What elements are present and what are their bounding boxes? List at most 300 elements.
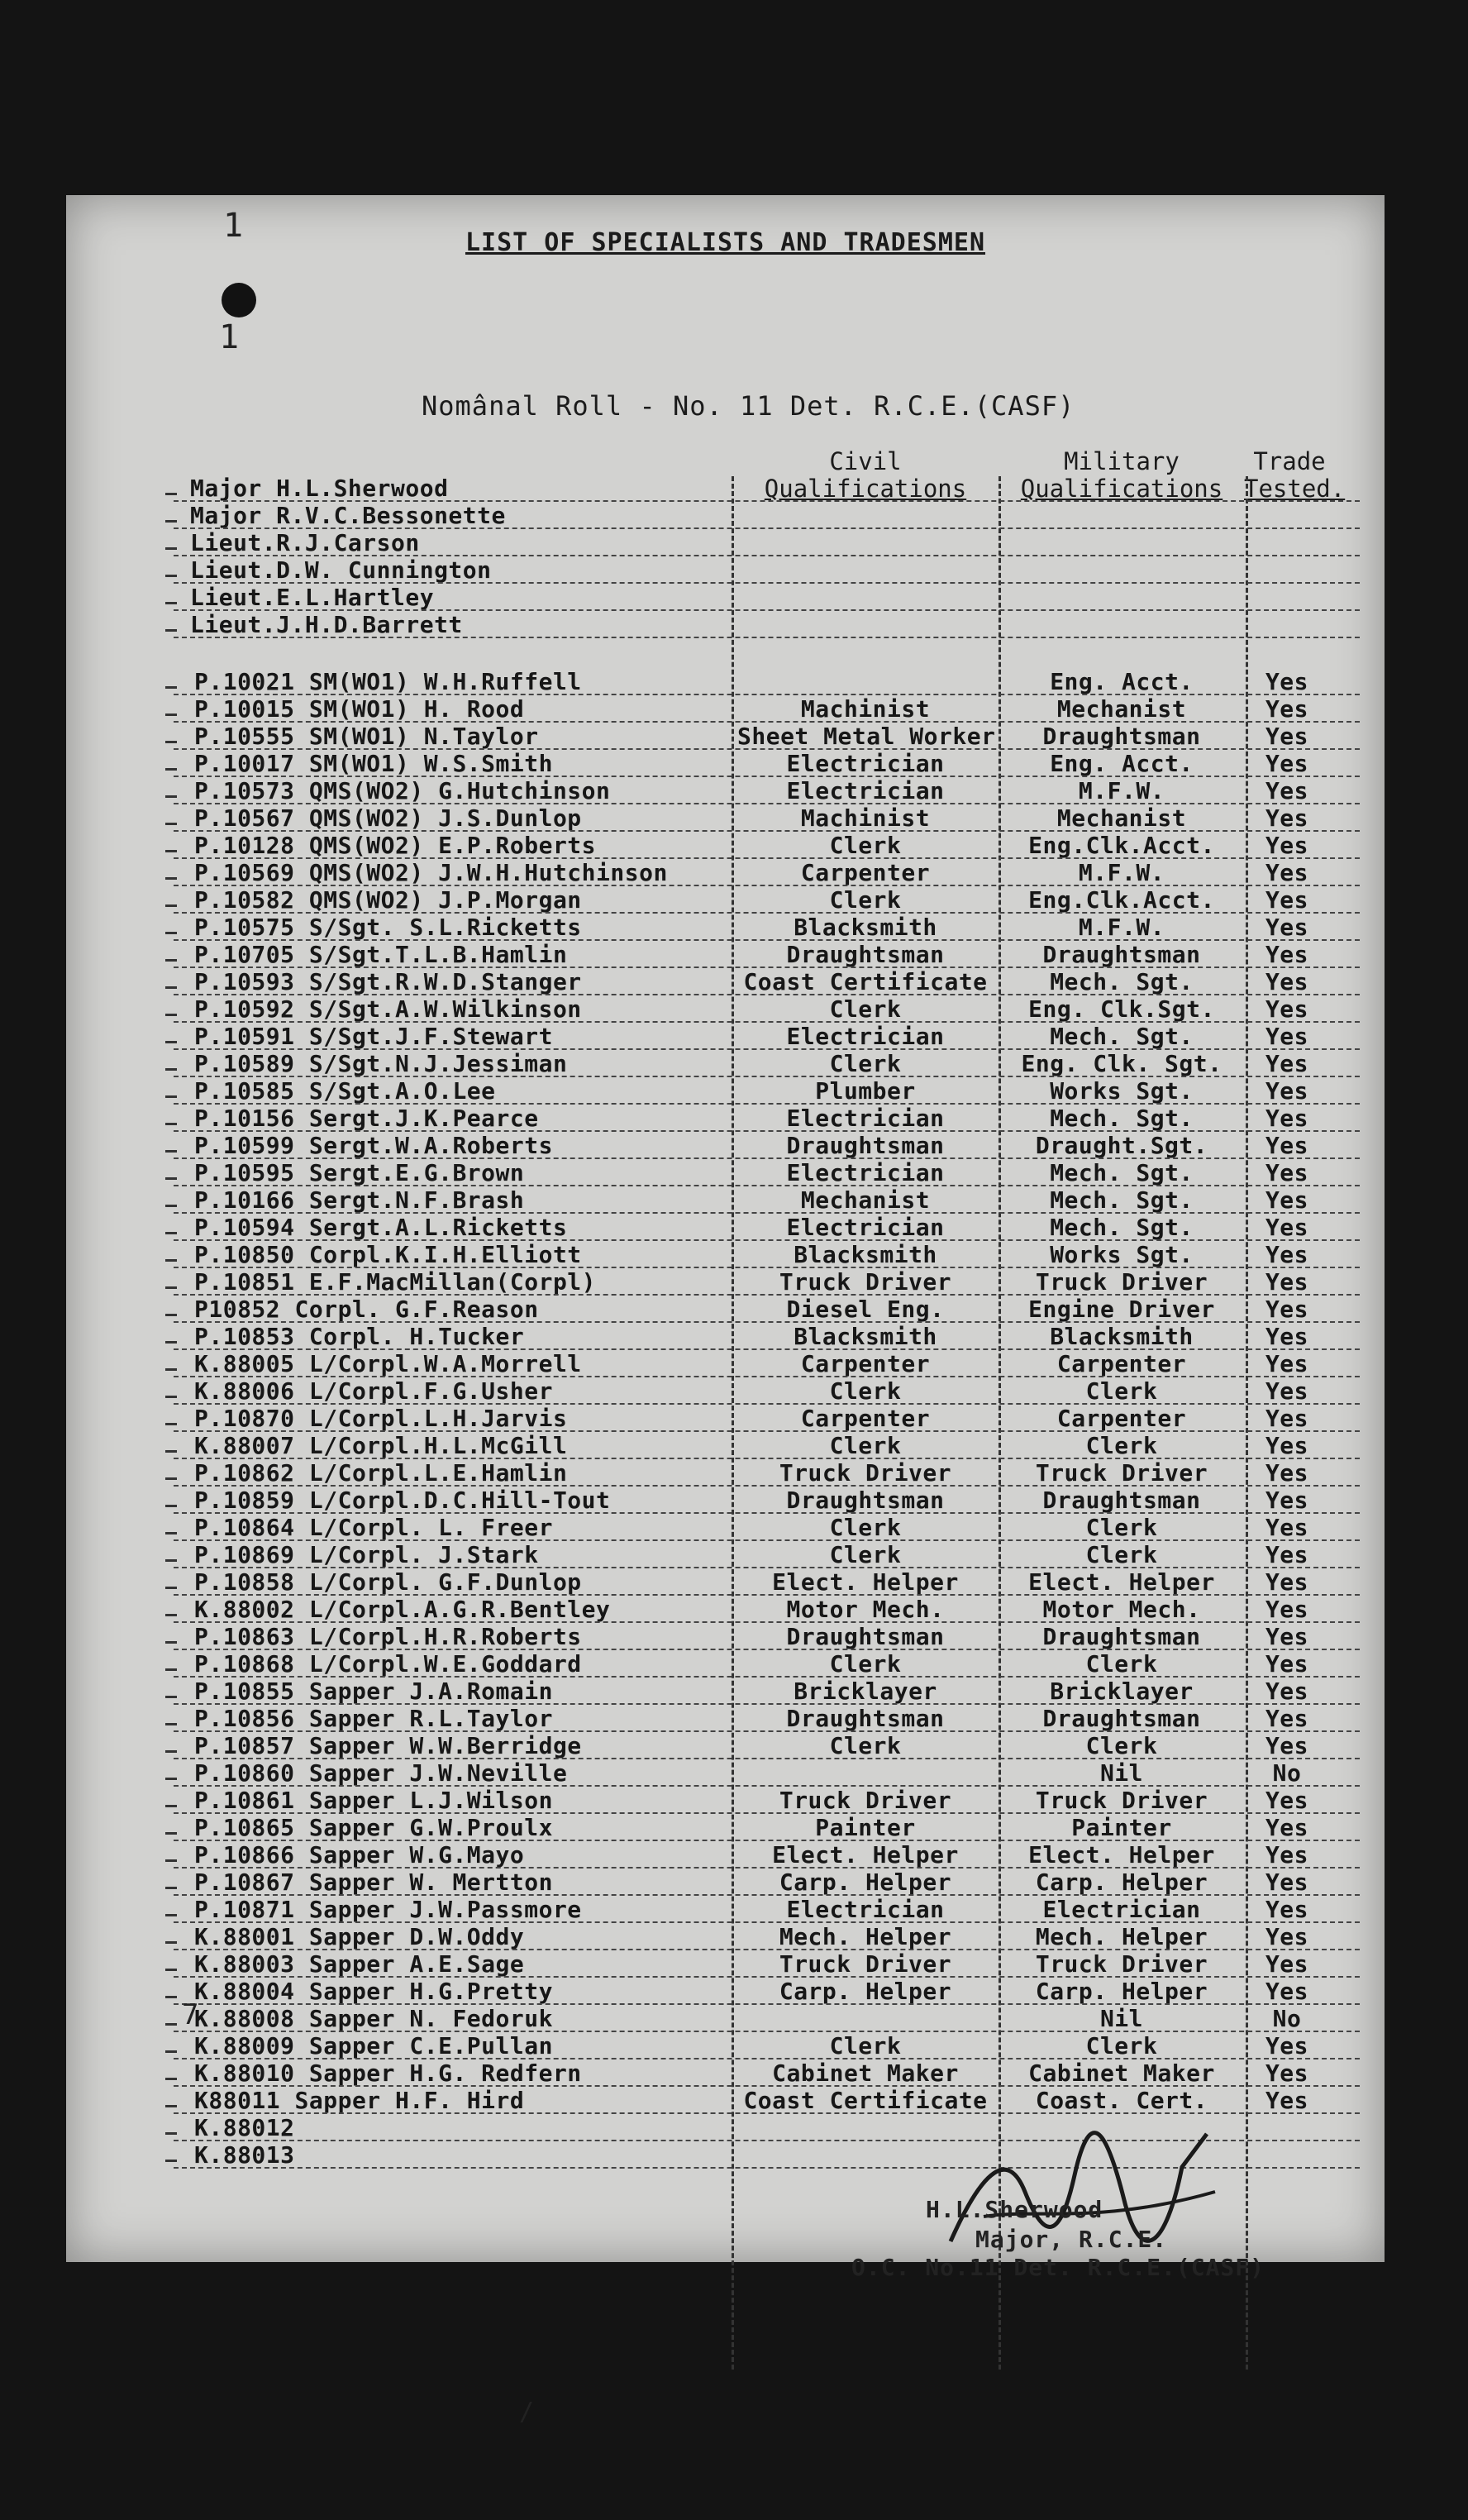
civil-qualification: Clerk	[829, 1050, 902, 1077]
military-qualification: M.F.W.	[1078, 859, 1165, 886]
rank-and-name: L/Corpl.L.E.Hamlin	[308, 1459, 568, 1487]
trade-tested: Yes	[1265, 2059, 1309, 2087]
service-no-rank-name	[194, 1541, 539, 1568]
rank-and-name: S/Sgt.N.J.Jessiman	[308, 1050, 568, 1077]
row-bullet-dash	[165, 1477, 177, 1480]
row-bullet-dash	[165, 1696, 177, 1698]
row-bullet-dash	[165, 741, 177, 743]
service-number: P.10864	[194, 1514, 295, 1541]
civil-qualification: Carpenter	[800, 1405, 931, 1432]
civil-qualification: Bricklayer	[794, 1678, 937, 1705]
service-no-rank-name	[194, 2114, 295, 2141]
row-bullet-dash	[165, 1068, 177, 1071]
civil-qualification: Clerk	[829, 1432, 902, 1459]
civil-qualification: Painter	[815, 1814, 916, 1841]
spacer	[295, 1705, 309, 1732]
trade-tested: Yes	[1265, 1241, 1309, 1268]
military-qualification: Elect. Helper	[1028, 1568, 1215, 1596]
service-no-rank-name	[194, 1732, 582, 1759]
military-qualification: Electrician	[1042, 1896, 1201, 1923]
table-row	[66, 941, 1385, 968]
service-no-rank-name	[194, 1050, 567, 1077]
row-bullet-dash	[165, 2160, 177, 2162]
rank-and-name: L/Corpl. G.F.Dunlop	[308, 1568, 582, 1596]
service-number: P.10860	[194, 1759, 295, 1787]
service-number: P.10868	[194, 1650, 295, 1678]
service-number: P.10021	[194, 668, 295, 695]
rank-and-name: L/Corpl.W.E.Goddard	[308, 1650, 582, 1678]
military-qualification: Mech. Helper	[1035, 1923, 1208, 1950]
trade-tested: Yes	[1265, 1814, 1309, 1841]
rank-and-name: S/Sgt.A.W.Wilkinson	[308, 995, 582, 1023]
table-row	[66, 1241, 1385, 1268]
civil-qualification: Electrician	[786, 750, 945, 777]
civil-qualification: Clerk	[829, 2032, 902, 2059]
civil-qualification: Clerk	[829, 1514, 902, 1541]
civil-qualification: Clerk	[829, 1650, 902, 1678]
civil-qualification: Truck Driver	[779, 1950, 952, 1978]
table-row	[66, 1132, 1385, 1159]
spacer	[295, 1350, 309, 1377]
service-no-rank-name	[194, 1159, 524, 1186]
civil-qualification: Draughtsman	[786, 1487, 945, 1514]
trade-tested: Yes	[1265, 1541, 1309, 1568]
rank-and-name: Lieut.E.L.Hartley	[190, 584, 435, 611]
trade-tested: Yes	[1265, 1869, 1309, 1896]
spacer	[295, 1623, 309, 1650]
spacer	[295, 1023, 309, 1050]
row-bullet-dash	[165, 1805, 177, 1807]
service-number: P.10015	[194, 695, 295, 723]
military-qualification: M.F.W.	[1078, 914, 1165, 941]
table-row	[66, 1950, 1385, 1978]
row-bullet-dash	[165, 1123, 177, 1125]
table-row	[66, 1077, 1385, 1105]
military-qualification: Carp. Helper	[1035, 1869, 1208, 1896]
row-bullet-dash	[165, 1259, 177, 1262]
table-row	[66, 1296, 1385, 1323]
trade-tested: Yes	[1265, 1050, 1309, 1077]
military-qualification: Draughtsman	[1042, 723, 1201, 750]
service-no-rank-name	[194, 1896, 582, 1923]
military-qualification: Carpenter	[1056, 1350, 1187, 1377]
service-no-rank-name	[190, 529, 420, 556]
document-sheet	[66, 195, 1385, 2281]
spacer	[295, 1105, 309, 1132]
service-no-rank-name	[194, 886, 582, 914]
spacer	[295, 1050, 309, 1077]
rank-and-name: L/Corpl. J.Stark	[308, 1541, 539, 1568]
rank-and-name: SM(WO1) H. Rood	[308, 695, 525, 723]
service-no-rank-name	[194, 941, 567, 968]
trade-tested: Yes	[1265, 859, 1309, 886]
service-no-rank-name	[194, 1923, 524, 1950]
rank-and-name: Sergt.E.G.Brown	[308, 1159, 525, 1186]
spacer	[295, 859, 309, 886]
rank-and-name: Sapper C.E.Pullan	[308, 2032, 553, 2059]
trade-tested: Yes	[1265, 1896, 1309, 1923]
table-row	[66, 668, 1385, 695]
civil-qualification: Draughtsman	[786, 1132, 945, 1159]
table-row	[66, 1214, 1385, 1241]
rank-and-name: Sergt.A.L.Ricketts	[308, 1214, 568, 1241]
rank-and-name: S/Sgt.A.O.Lee	[308, 1077, 496, 1105]
table-row	[66, 1896, 1385, 1923]
military-qualification: Mech. Sgt.	[1050, 968, 1194, 995]
row-bullet-dash	[165, 2050, 177, 2053]
trade-tested: Yes	[1265, 777, 1309, 804]
margin-mark-top: 1	[223, 207, 244, 245]
civil-qualification: Draughtsman	[786, 941, 945, 968]
table-row	[66, 475, 1385, 502]
military-qualification: Works Sgt.	[1050, 1077, 1194, 1105]
rank-and-name: Sapper L.J.Wilson	[308, 1787, 553, 1814]
table-row	[66, 529, 1385, 556]
table-row	[66, 1350, 1385, 1377]
row-bullet-dash	[165, 714, 177, 716]
service-number: K.88009	[194, 2032, 295, 2059]
military-qualification: Eng. Clk.Sgt.	[1028, 995, 1215, 1023]
service-number: K.88002	[194, 1596, 295, 1623]
trade-tested: Yes	[1265, 1268, 1309, 1296]
civil-qualification: Truck Driver	[779, 1268, 952, 1296]
row-bullet-dash	[165, 1778, 177, 1780]
table-row	[66, 1432, 1385, 1459]
row-bullet-dash	[165, 547, 177, 550]
table-row	[66, 723, 1385, 750]
rank-and-name: L/Corpl.F.G.Usher	[308, 1377, 553, 1405]
military-qualification: Carp. Helper	[1035, 1978, 1208, 2005]
table-row	[66, 1869, 1385, 1896]
rank-and-name: Major R.V.C.Bessonette	[190, 502, 506, 529]
service-number: P.10857	[194, 1732, 295, 1759]
row-bullet-dash	[165, 686, 177, 689]
spacer	[295, 1323, 309, 1350]
spacer	[295, 1978, 309, 2005]
rank-and-name: SM(WO1) N.Taylor	[308, 723, 539, 750]
service-no-rank-name	[194, 777, 610, 804]
service-no-rank-name	[194, 2087, 524, 2114]
rank-and-name: Sapper D.W.Oddy	[308, 1923, 525, 1950]
service-number: P.10585	[194, 1077, 295, 1105]
service-number: P.10017	[194, 750, 295, 777]
rank-and-name: Sergt.J.K.Pearce	[308, 1105, 539, 1132]
trade-tested: Yes	[1265, 1787, 1309, 1814]
trade-tested: Yes	[1265, 1568, 1309, 1596]
trade-tested: Yes	[1265, 1950, 1309, 1978]
trade-tested: No	[1272, 2005, 1302, 2032]
civil-qualification: Electrician	[786, 1214, 945, 1241]
service-number: P.10850	[194, 1241, 295, 1268]
spacer	[295, 723, 309, 750]
rank-and-name: Corpl.K.I.H.Elliott	[308, 1241, 582, 1268]
service-number: P.10575	[194, 914, 295, 941]
rank-and-name: Sapper H.G. Redfern	[308, 2059, 582, 2087]
rank-and-name: S/Sgt.R.W.D.Stanger	[308, 968, 582, 995]
trade-tested: Yes	[1265, 1350, 1309, 1377]
rank-and-name: Sapper N. Fedoruk	[308, 2005, 553, 2032]
table-row	[66, 611, 1385, 638]
civil-qualification: Blacksmith	[794, 1241, 937, 1268]
trade-tested: Yes	[1265, 1841, 1309, 1869]
service-number: K.88013	[194, 2141, 295, 2169]
civil-qualification: Motor Mech.	[786, 1596, 945, 1623]
civil-qualification: Electrician	[786, 1105, 945, 1132]
civil-qualification: Blacksmith	[794, 1323, 937, 1350]
trade-tested: Yes	[1265, 914, 1309, 941]
civil-qualification: Elect. Helper	[772, 1841, 959, 1869]
military-qualification: Eng. Acct.	[1050, 750, 1194, 777]
spacer	[295, 914, 309, 941]
service-number: P.10861	[194, 1787, 295, 1814]
spacer	[295, 1432, 309, 1459]
table-row	[66, 832, 1385, 859]
rank-and-name: L/Corpl. L. Freer	[308, 1514, 553, 1541]
table-row	[66, 914, 1385, 941]
military-qualification: Mechanist	[1056, 695, 1187, 723]
civil-qualification: Carpenter	[800, 1350, 931, 1377]
row-bullet-dash	[165, 1205, 177, 1207]
row-bullet-dash	[165, 823, 177, 825]
service-no-rank-name	[194, 1405, 567, 1432]
trade-tested: Yes	[1265, 1514, 1309, 1541]
rank-and-name: Corpl. G.F.Reason	[294, 1296, 539, 1323]
spacer	[295, 1732, 309, 1759]
service-number: P.10870	[194, 1405, 295, 1432]
civil-qualification: Mech. Helper	[779, 1923, 952, 1950]
trade-tested: Yes	[1265, 1923, 1309, 1950]
rank-and-name: Sapper J.W.Passmore	[308, 1896, 582, 1923]
military-qualification: Eng. Clk. Sgt.	[1021, 1050, 1223, 1077]
military-qualification: Eng.Clk.Acct.	[1028, 886, 1215, 914]
table-row	[66, 2032, 1385, 2059]
table-row	[66, 1814, 1385, 1841]
service-no-rank-name	[194, 1459, 567, 1487]
table-row	[66, 1678, 1385, 1705]
service-no-rank-name	[194, 859, 668, 886]
row-bullet-dash	[165, 877, 177, 880]
service-no-rank-name	[194, 1705, 553, 1732]
table-row	[66, 1050, 1385, 1077]
rank-and-name: E.F.MacMillan(Corpl)	[308, 1268, 597, 1296]
military-qualification: Bricklayer	[1050, 1678, 1194, 1705]
row-bullet-dash	[165, 1014, 177, 1016]
service-no-rank-name	[194, 1077, 496, 1105]
military-qualification: Engine Driver	[1028, 1296, 1215, 1323]
service-number: P.10705	[194, 941, 295, 968]
service-number: P.10869	[194, 1541, 295, 1568]
spacer	[295, 1787, 309, 1814]
table-row	[66, 886, 1385, 914]
service-no-rank-name	[194, 804, 582, 832]
table-row	[66, 1405, 1385, 1432]
row-bullet-dash	[165, 1232, 177, 1234]
table-row	[66, 1323, 1385, 1350]
service-number: K.88003	[194, 1950, 295, 1978]
service-no-rank-name	[194, 668, 582, 695]
trade-tested: Yes	[1265, 1487, 1309, 1514]
signature-name: H.L.Sherwood	[926, 2196, 1103, 2223]
military-qualification: Draught.Sgt.	[1035, 1132, 1208, 1159]
trade-tested: Yes	[1265, 1405, 1309, 1432]
service-no-rank-name	[194, 750, 553, 777]
service-no-rank-name	[194, 1787, 553, 1814]
rank-and-name: L/Corpl.L.H.Jarvis	[308, 1405, 568, 1432]
spacer	[295, 2005, 309, 2032]
service-no-rank-name	[190, 556, 492, 584]
trade-tested: Yes	[1265, 941, 1309, 968]
table-row	[66, 859, 1385, 886]
row-bullet-dash	[165, 1587, 177, 1589]
rank-and-name: L/Corpl.H.L.McGill	[308, 1432, 568, 1459]
service-no-rank-name	[194, 1132, 553, 1159]
military-qualification: Elect. Helper	[1028, 1841, 1215, 1869]
service-no-rank-name	[190, 502, 506, 529]
trade-tested: Yes	[1265, 2087, 1309, 2114]
row-bullet-dash	[165, 2023, 177, 2026]
rank-and-name: QMS(WO2) J.W.H.Hutchinson	[308, 859, 668, 886]
spacer	[295, 995, 309, 1023]
trade-tested: Yes	[1265, 668, 1309, 695]
rank-and-name: Lieut.R.J.Carson	[190, 529, 420, 556]
military-qualification: Draughtsman	[1042, 941, 1201, 968]
signature-rank: Major, R.C.E.	[975, 2226, 1168, 2253]
trade-tested: Yes	[1265, 695, 1309, 723]
spacer	[280, 1296, 294, 1323]
civil-qualification: Electrician	[786, 1159, 945, 1186]
military-qualification: Draughtsman	[1042, 1623, 1201, 1650]
trade-tested: Yes	[1265, 1705, 1309, 1732]
service-number: P.10856	[194, 1705, 295, 1732]
service-no-rank-name	[194, 2141, 295, 2169]
row-bullet-dash	[165, 493, 177, 495]
military-qualification: M.F.W.	[1078, 777, 1165, 804]
trade-tested: Yes	[1265, 1596, 1309, 1623]
table-row	[66, 2005, 1385, 2032]
table-row	[66, 1487, 1385, 1514]
row-bullet-dash	[165, 1614, 177, 1616]
military-qualification: Carpenter	[1056, 1405, 1187, 1432]
table-row	[66, 1159, 1385, 1186]
rank-and-name: Sapper R.L.Taylor	[308, 1705, 553, 1732]
row-bullet-dash	[165, 1095, 177, 1098]
service-no-rank-name	[194, 2032, 553, 2059]
military-qualification: Clerk	[1085, 2032, 1158, 2059]
rank-and-name: QMS(WO2) J.P.Morgan	[308, 886, 582, 914]
row-bullet-dash	[165, 520, 177, 523]
service-no-rank-name	[194, 723, 539, 750]
service-no-rank-name	[194, 1296, 539, 1323]
service-no-rank-name	[194, 914, 582, 941]
service-number: P.10855	[194, 1678, 295, 1705]
row-bullet-dash	[165, 1887, 177, 1889]
trade-tested: Yes	[1265, 1296, 1309, 1323]
spacer	[295, 668, 309, 695]
civil-qualification: Plumber	[815, 1077, 916, 1105]
table-row	[66, 1978, 1385, 2005]
service-no-rank-name	[194, 1869, 553, 1896]
spacer	[295, 1514, 309, 1541]
trade-tested: Yes	[1265, 968, 1309, 995]
trade-tested: Yes	[1265, 1678, 1309, 1705]
table-row	[66, 1568, 1385, 1596]
spacer	[295, 695, 309, 723]
service-number: P.10599	[194, 1132, 295, 1159]
military-qualification: Motor Mech.	[1042, 1596, 1201, 1623]
spacer	[295, 1678, 309, 1705]
service-number: P.10555	[194, 723, 295, 750]
rank-and-name: Corpl. H.Tucker	[308, 1323, 525, 1350]
trade-tested: Yes	[1265, 886, 1309, 914]
row-bullet-dash	[165, 2132, 177, 2135]
trade-tested: Yes	[1265, 1186, 1309, 1214]
row-bullet-dash	[165, 1532, 177, 1534]
rank-and-name: Sapper W.W.Berridge	[308, 1732, 582, 1759]
civil-qualification: Elect. Helper	[772, 1568, 959, 1596]
spacer	[295, 1487, 309, 1514]
row-bullet-dash	[165, 1914, 177, 1916]
table-row	[66, 1759, 1385, 1787]
table-row	[66, 2087, 1385, 2114]
trade-tested: Yes	[1265, 1623, 1309, 1650]
civil-qualification: Sheet Metal Worker	[737, 723, 996, 750]
row-bullet-dash	[165, 1368, 177, 1371]
trade-tested: Yes	[1265, 2032, 1309, 2059]
spacer	[295, 1869, 309, 1896]
service-number: P.10859	[194, 1487, 295, 1514]
civil-qualification: Machinist	[800, 804, 931, 832]
rank-and-name: Sapper A.E.Sage	[308, 1950, 525, 1978]
service-number: K.88001	[194, 1923, 295, 1950]
table-row	[66, 584, 1385, 611]
table-row	[66, 1023, 1385, 1050]
service-no-rank-name	[194, 695, 524, 723]
table-row	[66, 1841, 1385, 1869]
service-number: P.10573	[194, 777, 295, 804]
document-subtitle: Nomânal Roll - No. 11 Det. R.C.E.(CASF)	[422, 390, 1075, 422]
spacer	[295, 886, 309, 914]
document-title: LIST OF SPECIALISTS AND TRADESMEN	[465, 228, 986, 257]
trade-tested: Yes	[1265, 832, 1309, 859]
military-qualification: Clerk	[1085, 1650, 1158, 1678]
row-bullet-dash	[165, 850, 177, 852]
service-no-rank-name	[194, 1514, 553, 1541]
rank-and-name: QMS(WO2) E.P.Roberts	[308, 832, 597, 859]
service-no-rank-name	[194, 1323, 524, 1350]
service-no-rank-name	[194, 1214, 567, 1241]
service-number: K.88004	[194, 1978, 295, 2005]
trade-tested: Yes	[1265, 1732, 1309, 1759]
table-row	[66, 1923, 1385, 1950]
table-row	[66, 1596, 1385, 1623]
service-number: P.10865	[194, 1814, 295, 1841]
table-row	[66, 1650, 1385, 1678]
row-bullet-dash	[165, 1341, 177, 1344]
row-bullet-dash	[165, 1723, 177, 1725]
trade-tested: Yes	[1265, 1432, 1309, 1459]
service-number: P.10567	[194, 804, 295, 832]
service-number: P.10595	[194, 1159, 295, 1186]
military-qualification: Draughtsman	[1042, 1705, 1201, 1732]
military-qualification: Mech. Sgt.	[1050, 1159, 1194, 1186]
service-no-rank-name	[194, 1841, 524, 1869]
spacer	[295, 1650, 309, 1678]
rank-and-name: Sapper G.W.Proulx	[308, 1814, 553, 1841]
trade-tested: No	[1272, 1759, 1302, 1787]
spacer	[295, 1841, 309, 1869]
service-no-rank-name	[194, 1759, 567, 1787]
row-bullet-dash	[165, 904, 177, 907]
